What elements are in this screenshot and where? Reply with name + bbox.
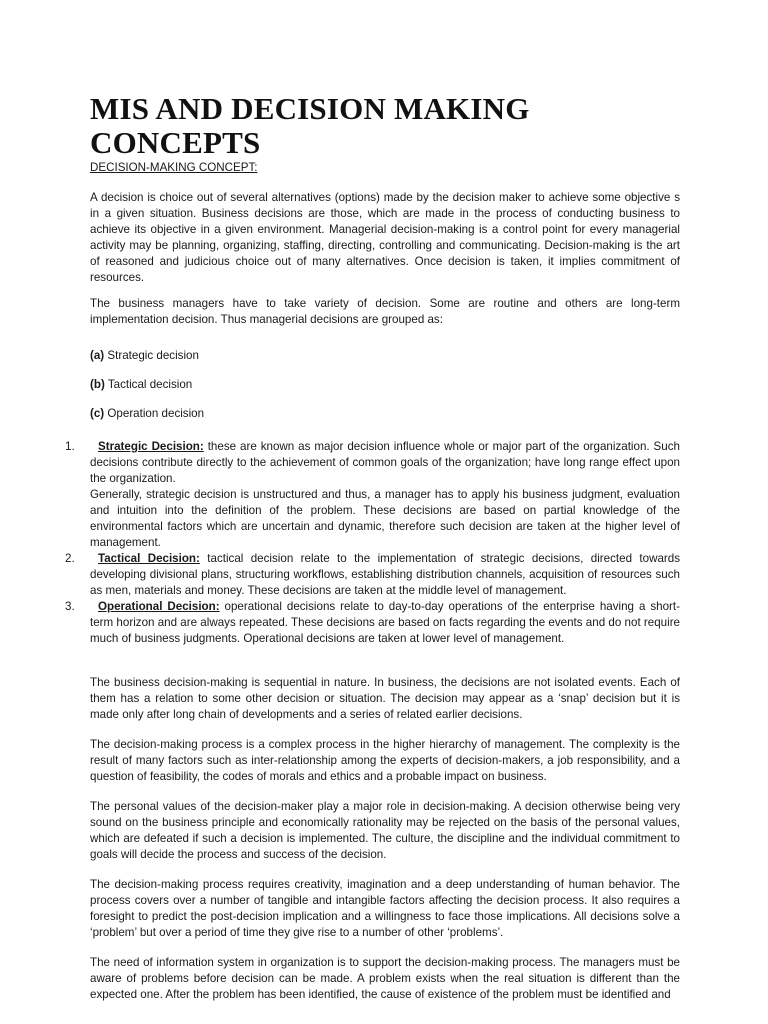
intro-paragraph: A decision is choice out of several alternatives (options) made by the decision maker to achieve some objective s in a given situation. Business decisions are those, which are made in the process of conducting business to achieve its objective in a given environment. Managerial decision-making is a control point for every managerial activity may be planning, organizing, staffing, directing, controlling and communicating. Decision-making is the art of reasoned and judicious choice out of many alternatives. Once decision is taken, it implies commitment of resources. (90, 191, 680, 284)
group-letter: (c) (90, 407, 105, 420)
section-subtitle: DECISION-MAKING CONCEPT: (90, 161, 258, 174)
body-paragraph: The need of information system in organization is to support the decision-making process. The managers must be aware of problems before decision can be made. A problem exists when the real situation is different than the expected one. After the problem has been identified, the cause of existence of the problem must be identified and (90, 956, 680, 1001)
group-label: Operation decision (107, 407, 205, 420)
decision-description: tactical decision relate to the implementation of strategic decisions, directed towards developing divisional plans, structuring workflows, establishing distribution channels, acquisition of resources such as men, materials and money. These decisions are taken at the middle level of management. (90, 552, 680, 597)
decision-group-item (90, 406, 680, 422)
body-paragraph: The decision-making process requires creativity, imagination and a deep understanding of human behavior. The process covers over a number of tangible and intangible factors affecting the decision process. It also requires a foresight to predict the post-decision implication and a willingness to face those implications. All decisions solve a ‘problem’ but over a period of time they give rise to a number of other ‘problems’. (90, 878, 680, 939)
decision-term: Operational Decision: (98, 600, 220, 613)
list-number: 2. (65, 552, 75, 565)
group-letter: (b) (90, 378, 105, 391)
intro-paragraph: The business managers have to take variety of decision. Some are routine and others are long-term implementation decision. Thus managerial decisions are grouped as: (90, 297, 680, 326)
decision-group-item (90, 377, 680, 393)
group-label: Tactical decision (107, 378, 193, 391)
list-number: 3. (65, 600, 75, 613)
decision-description: operational decisions relate to day-to-day operations of the enterprise having a short-term horizon and are always repeated. These decisions are based on facts regarding the events and do not require much of business judgments. Operational decisions are taken at lower level of management. (90, 600, 680, 645)
list-number: 1. (65, 440, 75, 453)
page-title: MIS AND DECISION MAKING CONCEPTS (90, 91, 530, 160)
decision-description: these are known as major decision influence whole or major part of the organization. Such decisions contribute directly to the achievement of common goals of the organization; have long range effect upon the organization. (90, 440, 680, 485)
group-letter: (a) (90, 349, 105, 362)
body-paragraph: The business decision-making is sequential in nature. In business, the decisions are not isolated events. Each of them has a relation to some other decision or situation. The decision may appear as a ‘snap’ decision but it is made only after long chain of developments and a series of related earlier decisions. (90, 676, 680, 721)
group-label: Strategic decision (107, 349, 199, 362)
decision-term: Strategic Decision: (98, 440, 204, 453)
body-paragraph: The decision-making process is a complex process in the higher hierarchy of management. The complexity is the result of many factors such as inter-relationship among the experts of decision-makers, a job responsibility, and a question of feasibility, the codes of morals and ethics and a probable impact on business. (90, 738, 680, 783)
decision-term: Tactical Decision: (98, 552, 200, 565)
list-item (65, 599, 680, 647)
decision-group-item (90, 348, 680, 364)
decision-types-list (65, 439, 680, 647)
list-item (65, 551, 680, 599)
body-paragraph: The personal values of the decision-maker play a major role in decision-making. A decision otherwise being very sound on the business principle and economically rationality may be rejected on the basis of the personal values, which are defeated if such a decision is implemented. The culture, the discipline and the individual commitment to goals will decide the process and success of the decision. (90, 800, 680, 861)
list-item (65, 439, 680, 551)
decision-extra-text: Generally, strategic decision is unstructured and thus, a manager has to apply his business judgment, evaluation and intuition into the definition of the problem. These decisions are based on partial knowledge of the environmental factors which are uncertain and dynamic, therefore such decision are taken at the higher level of management. (90, 488, 680, 549)
